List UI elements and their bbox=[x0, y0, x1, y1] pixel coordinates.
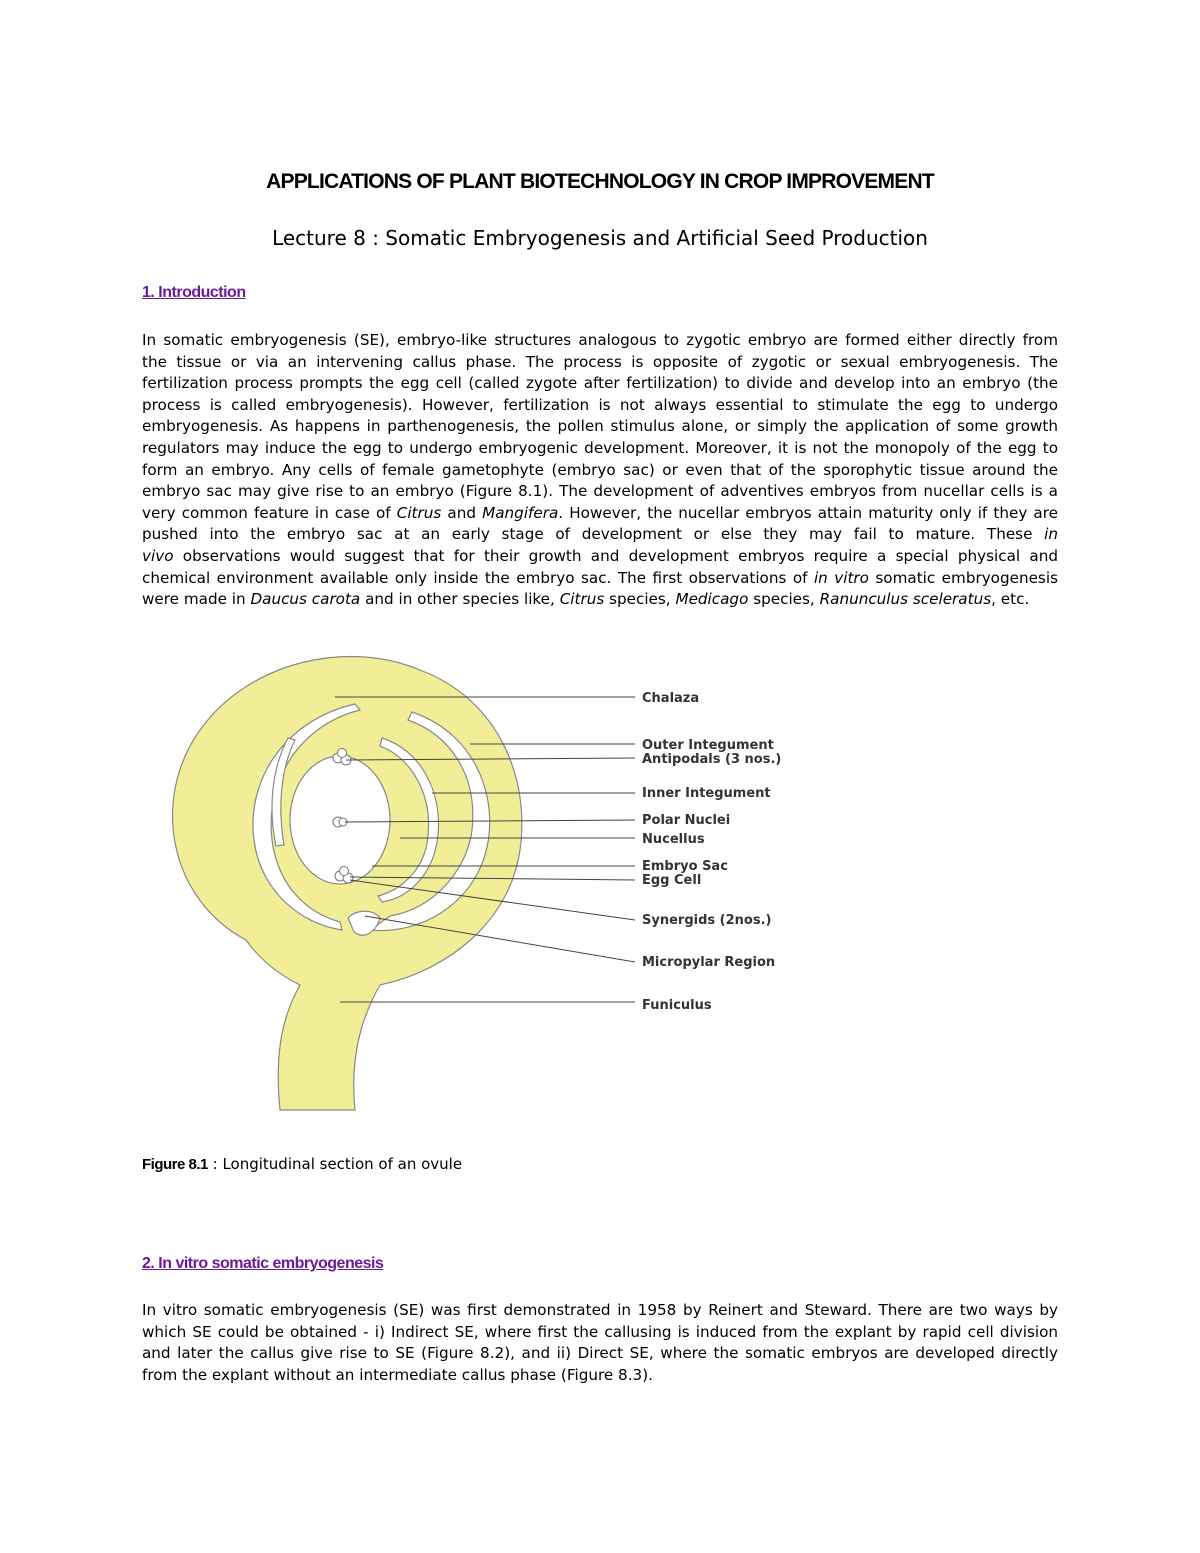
paragraph-line: were made in Daucus carota and in other species like, Citrus species, Medicago species, Ranunculus sceleratus, etc. bbox=[142, 590, 1030, 609]
paragraph-line: In vitro somatic embryogenesis (SE) was first demonstrated in 1958 by Reinert and Steward. There are two ways by bbox=[142, 1301, 1058, 1319]
introduction-paragraph bbox=[142, 330, 1058, 611]
label-antipodals: Antipodals (3 nos.) bbox=[642, 752, 782, 767]
paragraph-line: vivo observations would suggest that for their growth and development embryos require a special physical and bbox=[142, 546, 1058, 565]
diagram-labels bbox=[642, 691, 781, 1013]
lecture-subtitle: Lecture 8 : Somatic Embryogenesis and Artificial Seed Production bbox=[272, 226, 928, 250]
section-heading-introduction: 1. Introduction bbox=[142, 284, 246, 301]
paragraph-line: the tissue or via an intervening callus phase. The process is opposite of zygotic or sexual embryogenesis. The bbox=[142, 352, 1058, 371]
ovule-body bbox=[173, 657, 522, 1111]
in-vitro-paragraph bbox=[142, 1300, 1058, 1386]
figure-caption bbox=[142, 1155, 462, 1173]
label-nucellus: Nucellus bbox=[642, 832, 705, 847]
paragraph-line: form an embryo. Any cells of female gametophyte (embryo sac) or even that of the sporophytic tissue around the bbox=[142, 460, 1058, 479]
paragraph-line: chemical environment available only inside the embryo sac. The first observations of in vitro somatic embryogenesis bbox=[142, 568, 1058, 587]
figure-caption-text: : Longitudinal section of an ovule bbox=[207, 1155, 463, 1173]
paragraph-line: which SE could be obtained - i) Indirect SE, where first the callusing is induced from the explant by rapid cell division bbox=[142, 1322, 1058, 1341]
label-micropylar-region: Micropylar Region bbox=[642, 955, 776, 970]
paragraph-line: fertilization process prompts the egg cell (called zygote after fertilization) to divide and develop into an embryo (the bbox=[142, 374, 1058, 393]
paragraph-line: embryogenesis. As happens in parthenogenesis, the pollen stimulus alone, or simply the application of some growth bbox=[142, 417, 1058, 436]
label-outer-integument: Outer Integument bbox=[642, 738, 774, 753]
label-inner-integument: Inner Integument bbox=[642, 786, 771, 801]
ovule-diagram bbox=[150, 640, 810, 1120]
paragraph-line: embryo sac may give rise to an embryo (Figure 8.1). The development of adventives embryos from nucellar cells is a bbox=[142, 482, 1058, 501]
label-chalaza: Chalaza bbox=[642, 691, 700, 706]
label-polar-nuclei: Polar Nuclei bbox=[642, 813, 731, 828]
section-heading-in-vitro: 2. In vitro somatic embryogenesis bbox=[142, 1255, 384, 1272]
label-embryo-sac: Embryo Sac bbox=[642, 859, 728, 874]
paragraph-line: pushed into the embryo sac at an early stage of development or else they may fail to mature. These in bbox=[142, 525, 1058, 544]
paragraph-line: process is called embryogenesis). However, fertilization is not always essential to stimulate the egg to undergo bbox=[142, 395, 1058, 414]
label-funiculus: Funiculus bbox=[642, 998, 712, 1013]
paragraph-line: regulators may induce the egg to undergo embryogenic development. Moreover, it is not the monopoly of the egg to bbox=[142, 438, 1058, 457]
document-title: APPLICATIONS OF PLANT BIOTECHNOLOGY IN CROP IMPROVEMENT bbox=[266, 170, 934, 193]
paragraph-line: In somatic embryogenesis (SE), embryo-like structures analogous to zygotic embryo are formed either directly from bbox=[142, 331, 1058, 349]
paragraph-line: and later the callus give rise to SE (Figure 8.2), and ii) Direct SE, where the somatic embryos are developed directly bbox=[142, 1344, 1058, 1363]
label-synergids: Synergids (2nos.) bbox=[642, 913, 772, 928]
paragraph-line: very common feature in case of Citrus and Mangifera. However, the nucellar embryos attain maturity only if they are bbox=[142, 503, 1058, 522]
polar-nuclei-cells bbox=[333, 817, 347, 827]
label-egg-cell: Egg Cell bbox=[642, 873, 702, 888]
paragraph-line: from the explant without an intermediate callus phase (Figure 8.3). bbox=[142, 1365, 653, 1384]
figure-caption-label: Figure 8.1 bbox=[142, 1156, 208, 1173]
